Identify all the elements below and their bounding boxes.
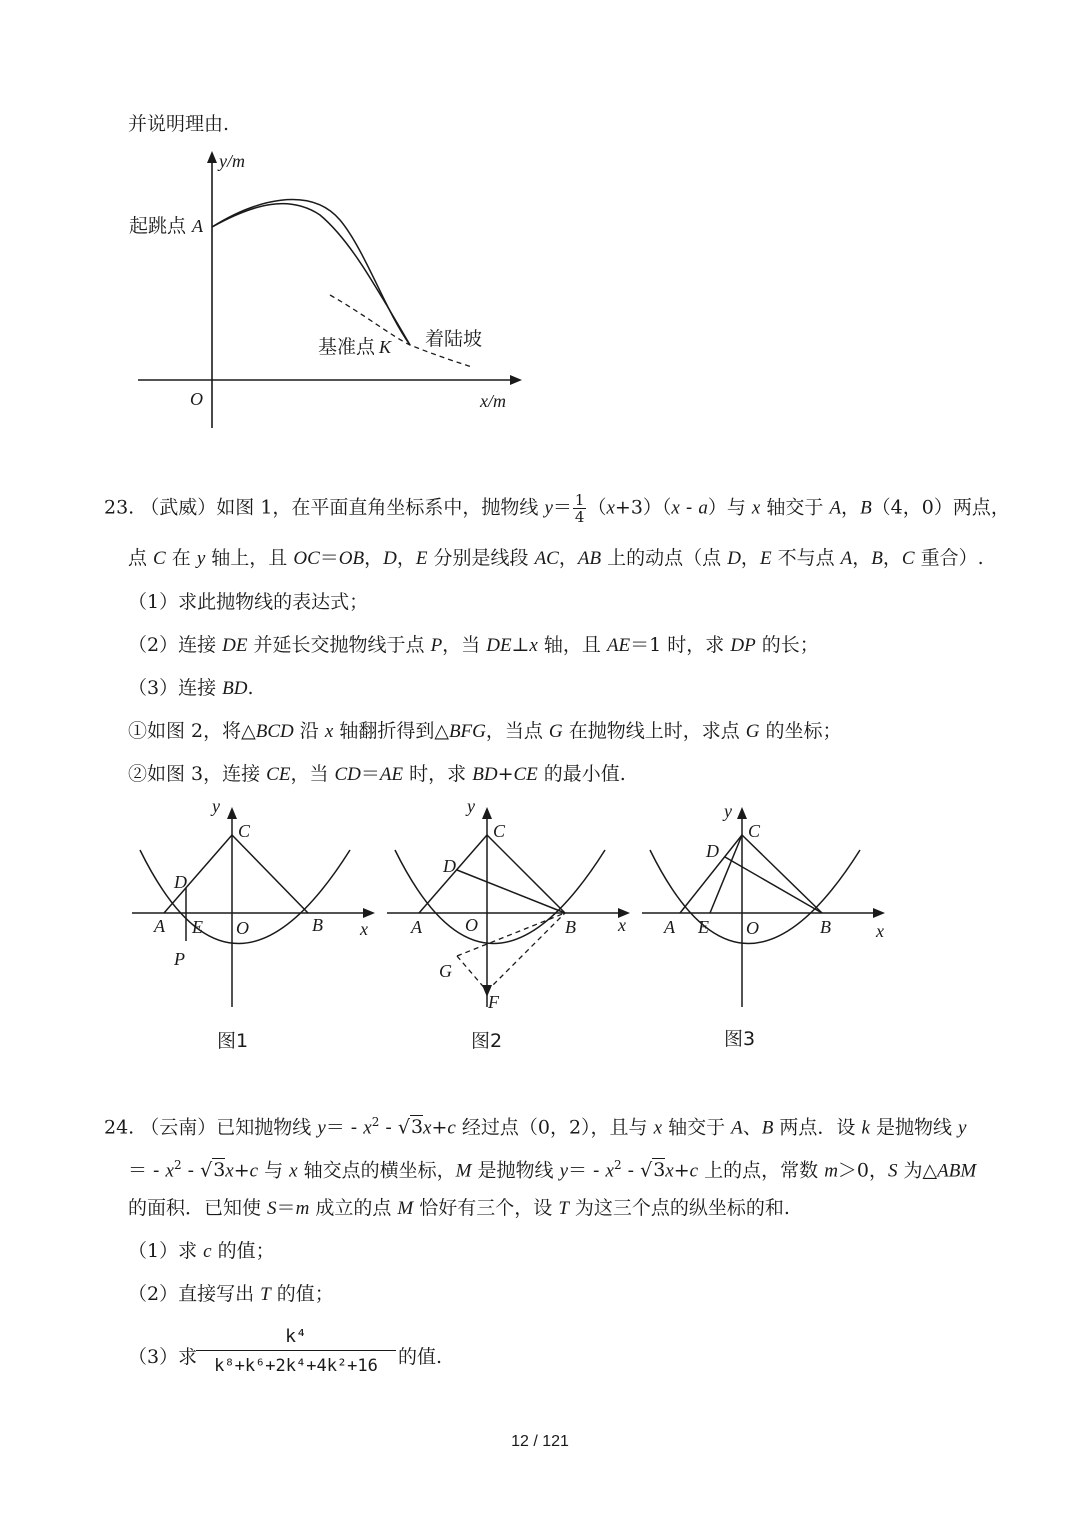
var: y (559, 1160, 569, 1182)
text-seg: ＝ (360, 763, 380, 785)
text-seg: 沿 (293, 720, 325, 742)
var: x (363, 1117, 372, 1139)
q24-number: 24. (104, 1116, 135, 1139)
intro-tail: 并说明理由. (128, 113, 230, 135)
point-c: C (493, 821, 506, 841)
figure-3 (630, 795, 900, 1060)
q24-part-3-pre: （3）求 (128, 1346, 198, 1368)
point-a: A (154, 916, 165, 936)
text-seg: 上的动点（点 (601, 547, 728, 569)
base-label: 基准点 (318, 336, 376, 358)
point-f: F (488, 992, 499, 1012)
math-var: E (759, 548, 772, 569)
y-label: y (212, 796, 220, 816)
var: x (751, 497, 761, 519)
text-seg: 时，求 (403, 763, 473, 785)
figure-2-caption: 图2 (471, 1030, 503, 1052)
q23-text: （ (587, 496, 607, 519)
text-seg: ②如图 3，连接 (128, 763, 267, 785)
point-c: C (238, 821, 251, 841)
figure-1-caption: 图1 (217, 1030, 249, 1052)
var: c (447, 1117, 456, 1139)
page-number: 12 / 121 (511, 1433, 569, 1450)
math-var: C (901, 548, 915, 569)
jump-curve-outer (212, 200, 410, 345)
math-var: G (745, 721, 760, 742)
point-b: B (820, 917, 831, 937)
math-var: CD (334, 764, 361, 785)
math-var: DP (730, 635, 756, 656)
y-label: y (724, 801, 732, 821)
text-seg: 为这三个点的纵坐标的和. (568, 1197, 790, 1219)
exponent: 2 (613, 1158, 622, 1172)
text-seg: ， (740, 547, 760, 569)
q23-number: 23. (104, 496, 135, 519)
y-axis-label: y/m (219, 151, 245, 171)
q24-part-2 (128, 1282, 334, 1307)
q24-part-3-post: 的值. (398, 1346, 443, 1368)
var: y (958, 1117, 967, 1139)
point-o: O (236, 918, 249, 938)
math-var: BD (472, 764, 498, 785)
math-var: M (397, 1198, 414, 1219)
jump-curve-inner (212, 204, 410, 345)
y-label: y (467, 796, 475, 816)
math-var: BD (222, 678, 248, 699)
var: A (829, 497, 842, 519)
math-var: AB (577, 548, 602, 569)
q24-text: - (181, 1159, 201, 1182)
origin-label: O (190, 389, 203, 409)
text-seg: 的最小值. (537, 763, 626, 785)
q23-text: +3）（ (614, 496, 672, 519)
q23-text: - (679, 496, 699, 519)
q24-text: 上的点，常数 (698, 1159, 825, 1182)
exponent: 2 (173, 1158, 182, 1172)
var: x (653, 1117, 663, 1139)
var: x (423, 1117, 432, 1139)
math-var: BFG (448, 721, 486, 742)
start-point-label: A (192, 216, 203, 236)
var: S (888, 1160, 898, 1182)
y-axis-arrow (482, 807, 492, 819)
math-var: E (415, 548, 428, 569)
var: x (671, 497, 680, 519)
q24-text: 轴交于 (662, 1116, 732, 1139)
q23-part-3-1 (128, 719, 842, 744)
text-seg: 轴翻折得到△ (333, 720, 449, 742)
q24-text: - (379, 1116, 398, 1139)
var: x (606, 497, 615, 519)
math-var: P (430, 635, 443, 656)
exponent: 2 (371, 1115, 380, 1129)
point-o: O (465, 915, 478, 935)
math-var: AC (534, 548, 559, 569)
math-var: m (295, 1198, 310, 1219)
q24-text: 轴交点的横坐标， (297, 1159, 456, 1182)
var: c (689, 1160, 699, 1182)
segment-fb (487, 913, 565, 991)
var: B (860, 497, 872, 519)
q24-text: 经过点（0，2），且与 (455, 1116, 654, 1139)
y-axis-arrow (207, 151, 217, 163)
radicand: 3 (653, 1159, 666, 1182)
y-axis-arrow (737, 807, 747, 819)
text-seg: ， (558, 547, 578, 569)
text-seg: ， (852, 547, 872, 569)
text-seg: 并延长交抛物线于点 (247, 634, 431, 656)
sqrt-sign: √ (200, 1159, 213, 1182)
y-axis-arrow (227, 807, 237, 819)
point-e: E (192, 917, 203, 937)
x-axis-arrow (363, 908, 375, 918)
segment-db (457, 870, 565, 913)
text-seg: ， (882, 547, 902, 569)
segment-cb (487, 835, 565, 913)
text-seg: 不与点 (771, 547, 841, 569)
math-var: G (548, 721, 563, 742)
var: a (698, 497, 708, 519)
text-seg: ＝1 时，求 (630, 634, 731, 656)
q23-text: （4，0）两点， (871, 496, 1010, 519)
var: m (824, 1160, 838, 1182)
q24-line-3 (128, 1196, 790, 1221)
slope-label: 着陆坡 (425, 328, 483, 350)
text-seg: 成立的点 (309, 1197, 398, 1219)
text-seg: 在抛物线上时，求点 (562, 720, 746, 742)
q23-text: 如图 1，在平面直角坐标系中，抛物线 (216, 496, 545, 519)
segment-cb (232, 835, 308, 913)
math-var: T (260, 1284, 271, 1305)
text-seg: 在 (165, 547, 197, 569)
var: y (317, 1117, 326, 1139)
q23-line-1 (104, 492, 1010, 525)
var: k (861, 1117, 870, 1139)
point-a: A (411, 917, 422, 937)
ski-jump-figure (120, 145, 540, 440)
math-var: D (383, 548, 397, 569)
math-var: AE (379, 764, 404, 785)
text-seg: ⊥ (511, 634, 530, 656)
x-label: x (876, 921, 884, 941)
point-c: C (748, 821, 761, 841)
point-d: D (174, 872, 187, 892)
q24-text: 两点．设 (773, 1116, 862, 1139)
frac-num: 1 (574, 491, 585, 509)
math-var: CE (513, 764, 538, 785)
q24-text: ＝ - (128, 1159, 166, 1182)
math-var: T (558, 1198, 569, 1219)
q24-text: 、 (742, 1116, 762, 1139)
text-seg: 轴，且 (537, 634, 607, 656)
var: x (605, 1160, 614, 1182)
math-var: c (203, 1241, 212, 1262)
point-b: B (312, 915, 323, 935)
text-seg: （3）连接 (128, 677, 223, 699)
q23-line-2 (128, 546, 984, 571)
var: A (731, 1117, 743, 1139)
x-axis-label: x/m (480, 391, 506, 411)
text-seg: ， (364, 547, 384, 569)
var: x (165, 1160, 174, 1182)
math-var: AE (606, 635, 631, 656)
q24-text: + (431, 1116, 448, 1139)
q23-text: ）与 (707, 496, 752, 519)
text-seg: ，当 (290, 763, 335, 785)
text-seg: 的值； (270, 1283, 334, 1305)
q24-text: 与 (258, 1159, 290, 1182)
math-var: BCD (255, 721, 294, 742)
point-d: D (706, 841, 719, 861)
text-seg: ＝ (276, 1197, 296, 1219)
math-var: CE (266, 764, 291, 785)
q23-source: （武威） (140, 496, 217, 519)
q23-part-1 (128, 590, 368, 614)
sqrt-sign: √ (397, 1116, 410, 1139)
figure-2 (375, 795, 645, 1060)
var: B (761, 1117, 774, 1139)
q23-part-2 (128, 633, 819, 658)
var: x (289, 1160, 298, 1182)
var: x (665, 1160, 674, 1182)
radicand: 3 (213, 1159, 226, 1182)
text-seg: 的坐标； (759, 720, 842, 742)
x-label: x (360, 919, 368, 939)
text-seg: + (497, 763, 514, 785)
start-label: 起跳点 (129, 215, 187, 237)
q24-text: - (621, 1159, 641, 1182)
text-seg: ，当点 (485, 720, 549, 742)
var: c (249, 1160, 259, 1182)
text-seg: 分别是线段 (427, 547, 535, 569)
math-var: B (871, 548, 883, 569)
text-seg: 的值； (211, 1240, 275, 1262)
text-seg: 的长； (755, 634, 819, 656)
text-seg: ，当 (442, 634, 487, 656)
q23-part-3-2 (128, 762, 626, 787)
math-var: x (324, 721, 334, 742)
text-seg: 重合）. (914, 547, 984, 569)
q24-text: ＝ - (325, 1116, 364, 1139)
text-seg: ＝ (319, 547, 339, 569)
q24-line-2 (128, 1153, 976, 1183)
frac-den: 4 (574, 508, 585, 526)
text-seg: ， (396, 547, 416, 569)
base-point-label: K (379, 337, 392, 357)
radicand: 3 (410, 1116, 424, 1139)
q24-line-1 (104, 1110, 966, 1140)
q24-text: 是抛物线 (471, 1159, 560, 1182)
q23-text: ＝ (552, 496, 572, 519)
var: x (225, 1160, 234, 1182)
text-seg: （2）直接写出 (128, 1283, 261, 1305)
text-seg: （2）连接 (128, 634, 223, 656)
figure-3-caption: 图3 (724, 1028, 756, 1050)
point-d: D (443, 856, 456, 876)
q24-text: + (233, 1159, 250, 1182)
point-a: A (664, 917, 675, 937)
math-var: DE (222, 635, 248, 656)
q23-part-3 (128, 676, 254, 701)
q24-text: ＞0， (837, 1159, 889, 1182)
math-var: C (153, 548, 166, 569)
q24-part-1 (128, 1239, 275, 1264)
var: ABM (937, 1160, 977, 1182)
point-g: G (439, 961, 452, 981)
text-seg: （1）求 (128, 1240, 204, 1262)
text-seg: . (247, 677, 254, 699)
text-seg: ①如图 2，将△ (128, 720, 256, 742)
q23-text: 轴交于 (760, 496, 830, 519)
math-var: OB (338, 548, 365, 569)
text-seg: 恰好有三个，设 (413, 1197, 559, 1219)
var: M (455, 1160, 472, 1182)
var: y (544, 497, 553, 519)
x-label: x (618, 915, 626, 935)
q23-fraction (573, 492, 587, 525)
math-var: S (267, 1198, 277, 1219)
math-var: DE (486, 635, 512, 656)
math-var: A (840, 548, 853, 569)
text-seg: 轴上，且 (205, 547, 294, 569)
point-e: E (698, 917, 709, 937)
math-var: y (196, 548, 206, 569)
q24-text: ＝ - (568, 1159, 606, 1182)
q23-text: ， (841, 496, 861, 519)
text-seg: （1）求此抛物线的表达式； (128, 591, 369, 613)
sqrt-sign: √ (640, 1159, 653, 1182)
q24-source: （云南） (140, 1116, 217, 1139)
q24-text: 为△ (897, 1159, 938, 1182)
q24-text: 已知抛物线 (216, 1116, 318, 1139)
q24-fraction (196, 1324, 396, 1381)
q24-frac-num: k⁴ (196, 1324, 396, 1351)
point-p: P (174, 949, 185, 969)
q24-text: 是抛物线 (869, 1116, 958, 1139)
q24-frac-den: k⁸+k⁶+2k⁴+4k²+16 (214, 1356, 378, 1376)
x-axis-arrow (510, 375, 522, 385)
point-o: O (746, 918, 759, 938)
text-seg: 点 (128, 547, 154, 569)
x-axis-arrow (873, 908, 885, 918)
q24-text: + (673, 1159, 690, 1182)
math-var: x (529, 635, 538, 656)
math-var: OC (293, 548, 320, 569)
point-b: B (565, 917, 576, 937)
math-var: D (727, 548, 741, 569)
text-seg: 的面积．已知使 (128, 1197, 268, 1219)
figure-1 (120, 795, 390, 1060)
